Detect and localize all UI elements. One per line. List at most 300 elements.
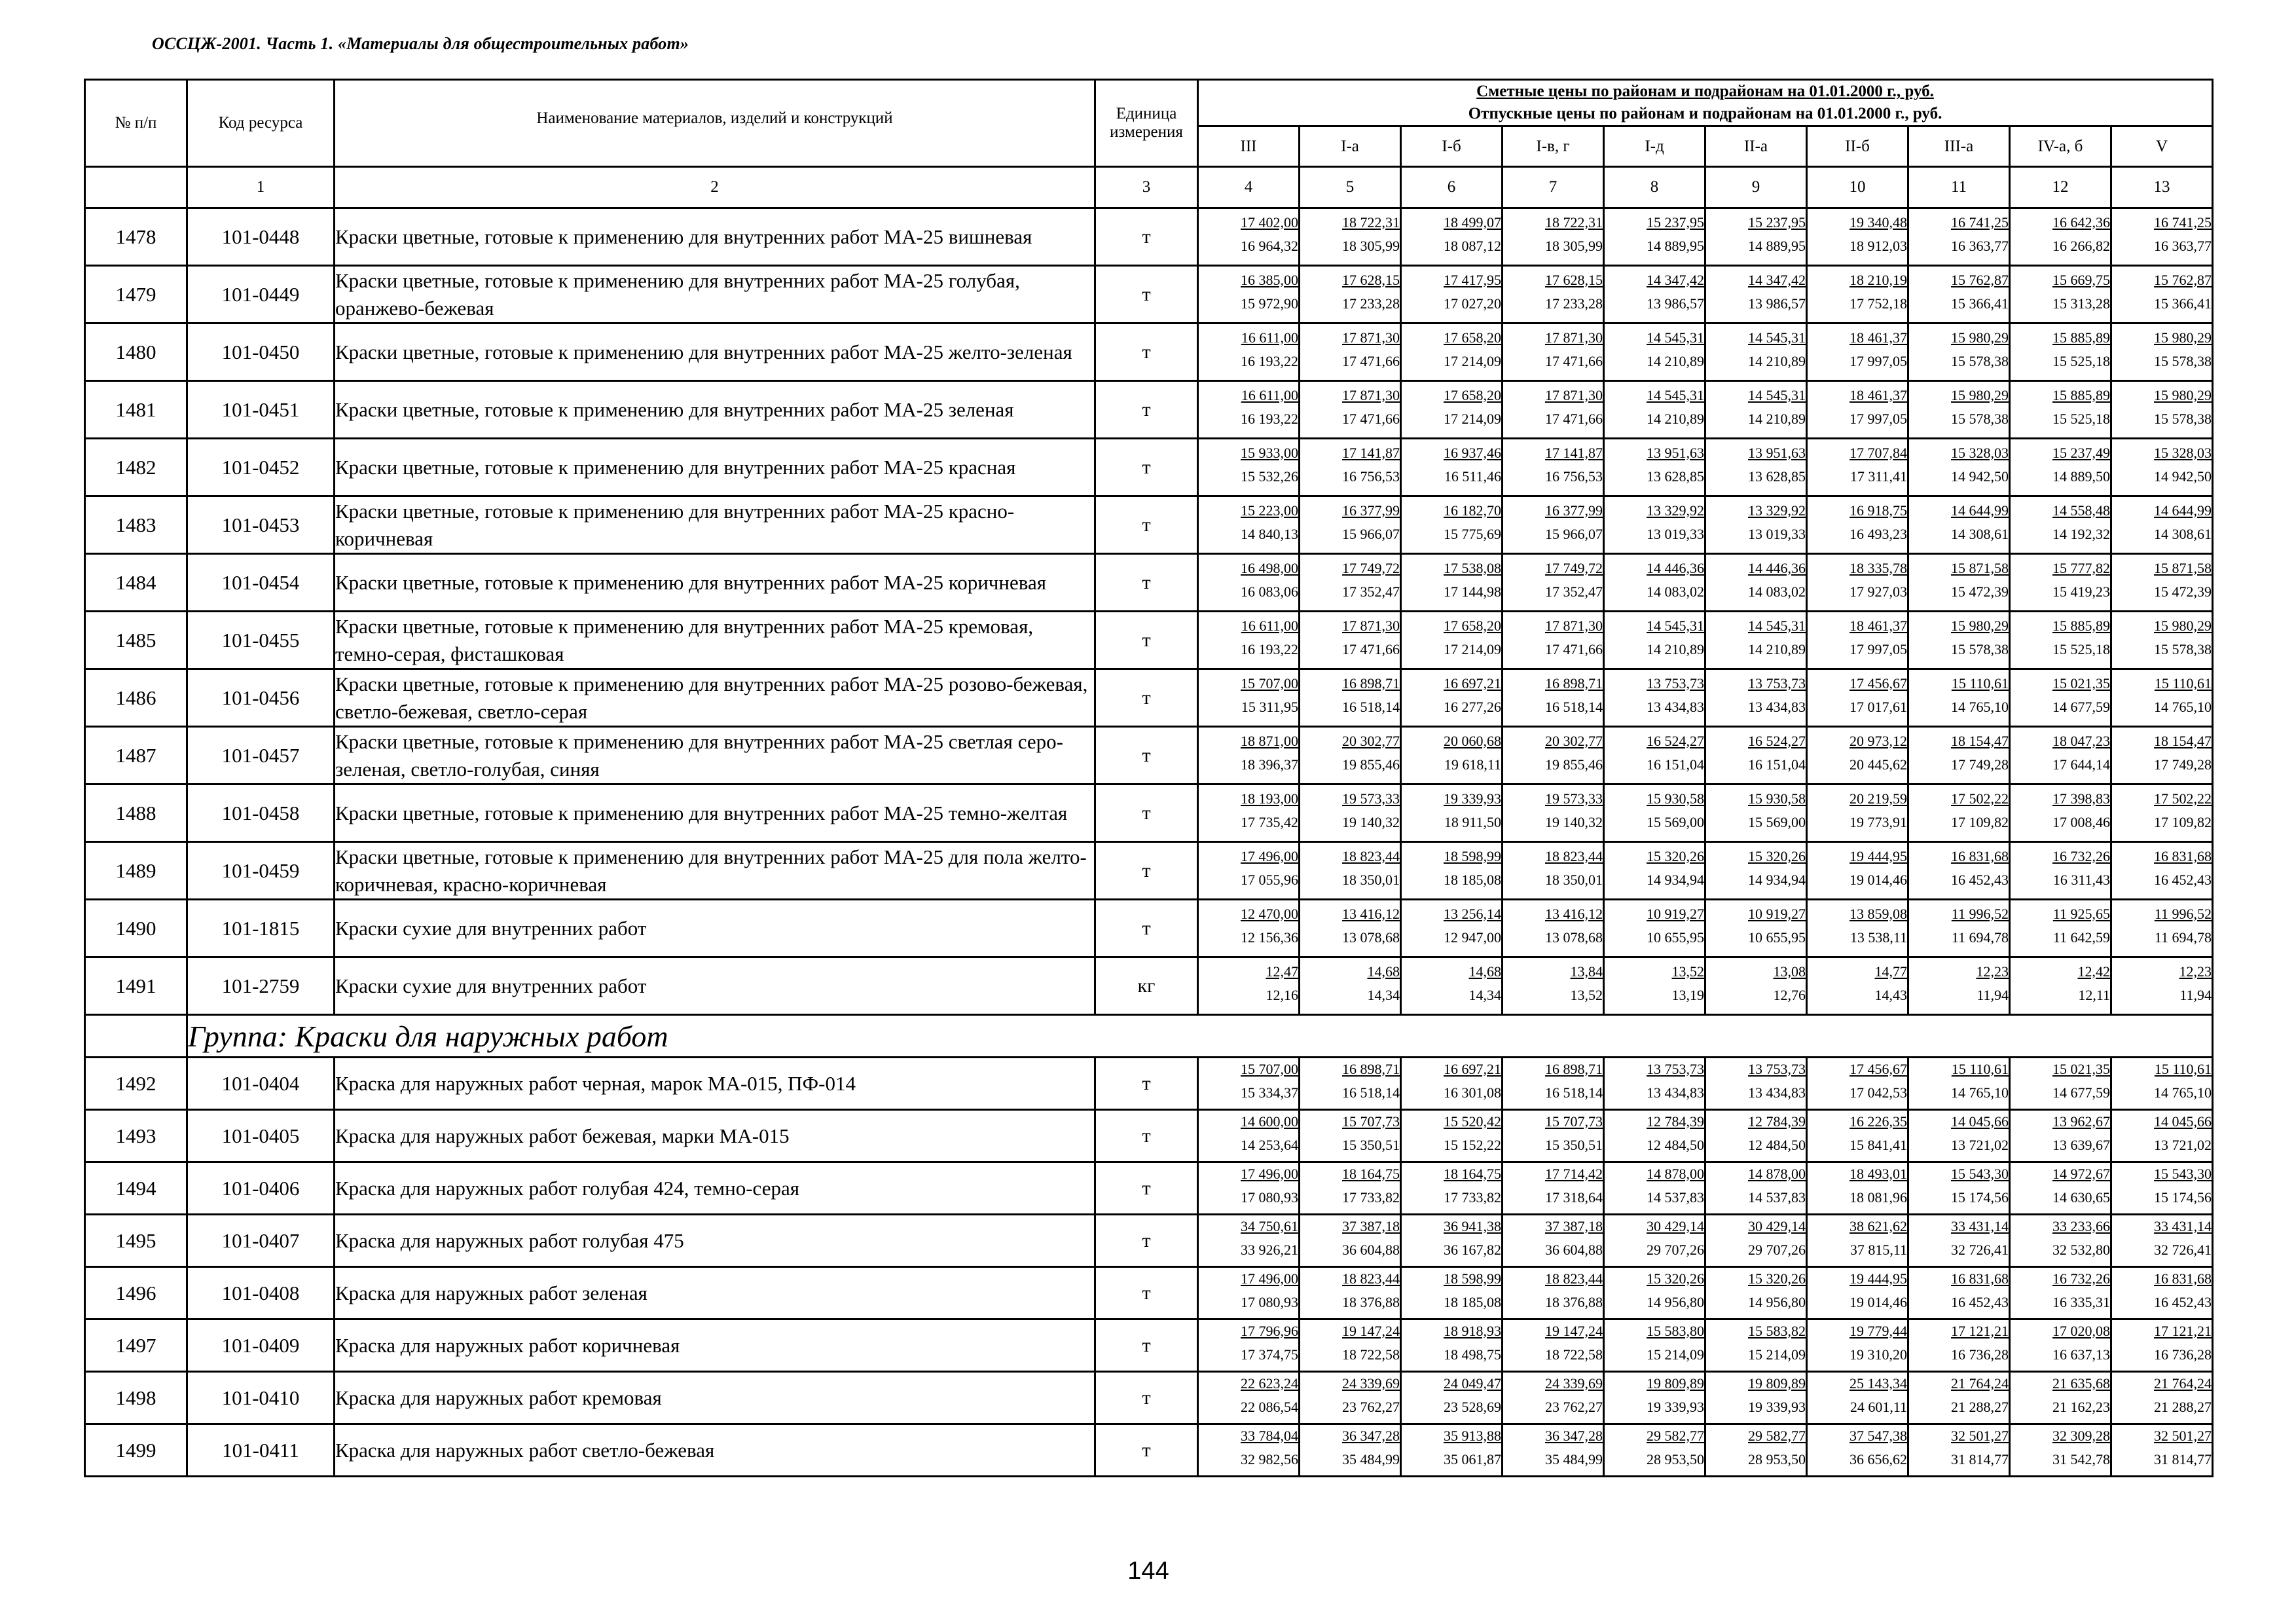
estimated-price: 17 796,96 — [1241, 1322, 1298, 1339]
price-cell — [1198, 1267, 1300, 1320]
row-number: 1498 — [85, 1372, 187, 1424]
wholesale-price: 16 756,53 — [1342, 468, 1400, 485]
price-cell — [1401, 1424, 1503, 1477]
resource-code: 101-0453 — [187, 496, 335, 554]
estimated-price: 20 302,77 — [1545, 732, 1603, 749]
price-cell — [2111, 900, 2213, 957]
wholesale-price: 17 752,18 — [1850, 295, 1907, 312]
estimated-price: 36 941,38 — [1444, 1217, 1501, 1234]
column-number-cell: 2 — [335, 167, 1095, 208]
wholesale-price: 13 721,02 — [2154, 1136, 2212, 1153]
wholesale-price: 14 765,10 — [2154, 698, 2212, 715]
estimated-price: 15 110,61 — [2154, 674, 2212, 692]
wholesale-price: 33 926,21 — [1241, 1241, 1298, 1258]
wholesale-price: 15 174,56 — [1951, 1189, 2009, 1206]
column-number-cell: 8 — [1604, 167, 1705, 208]
resource-code: 101-0451 — [187, 381, 335, 439]
price-cell — [1807, 612, 1908, 669]
wholesale-price: 18 305,99 — [1545, 237, 1603, 254]
price-cell — [1300, 784, 1401, 842]
estimated-price: 20 302,77 — [1342, 732, 1400, 749]
estimated-price: 17 456,67 — [1850, 1060, 1907, 1077]
table-row — [85, 957, 2213, 1015]
row-number: 1493 — [85, 1110, 187, 1162]
column-number-cell: 1 — [187, 167, 335, 208]
wholesale-price: 17 144,98 — [1444, 583, 1501, 600]
estimated-price: 12,23 — [2179, 963, 2212, 980]
price-cell — [1503, 900, 1604, 957]
wholesale-price: 17 311,41 — [1850, 468, 1907, 485]
unit-of-measure: т — [1095, 323, 1198, 381]
estimated-price: 15 669,75 — [2052, 271, 2110, 288]
price-cell — [1807, 784, 1908, 842]
wholesale-price: 36 656,62 — [1850, 1450, 1907, 1467]
price-cell — [1705, 1162, 1807, 1215]
wholesale-price: 15 841,41 — [1850, 1136, 1907, 1153]
price-cell — [1908, 957, 2010, 1015]
column-number-cell: 10 — [1807, 167, 1908, 208]
estimated-price: 18 164,75 — [1342, 1165, 1400, 1182]
wholesale-price: 15 152,22 — [1444, 1136, 1501, 1153]
wholesale-price: 19 140,32 — [1342, 813, 1400, 830]
price-cell — [2111, 1424, 2213, 1477]
price-cell — [1300, 727, 1401, 784]
price-cell — [1705, 957, 1807, 1015]
price-header-estimated: Сметные цены по районам и подрайонам на 01.01.2000 г., руб. — [1476, 83, 1934, 100]
price-cell — [1300, 669, 1401, 727]
resource-code: 101-0405 — [187, 1110, 335, 1162]
wholesale-price: 15 472,39 — [1951, 583, 2009, 600]
group-section — [85, 1015, 2213, 1058]
table-row — [85, 612, 2213, 669]
wholesale-price: 12 484,50 — [1647, 1136, 1704, 1153]
wholesale-price: 11 694,78 — [2154, 929, 2212, 946]
estimated-price: 14 446,36 — [1748, 559, 1806, 576]
resource-code: 101-0459 — [187, 842, 335, 900]
estimated-price: 13 859,08 — [1850, 905, 1907, 922]
estimated-price: 15 110,61 — [1951, 1060, 2009, 1077]
resource-code: 101-0404 — [187, 1058, 335, 1110]
price-cell — [1503, 842, 1604, 900]
wholesale-price: 18 087,12 — [1444, 237, 1501, 254]
group-empty-cell — [85, 1015, 187, 1058]
wholesale-price: 14 630,65 — [2052, 1189, 2110, 1206]
estimated-price: 17 121,21 — [1951, 1322, 2009, 1339]
price-cell — [1300, 612, 1401, 669]
wholesale-price: 18 376,88 — [1545, 1293, 1603, 1310]
material-name: Краска для наружных работ голубая 424, темно-серая — [335, 1162, 1095, 1215]
estimated-price: 16 898,71 — [1342, 1060, 1400, 1077]
wholesale-price: 14 210,89 — [1748, 352, 1806, 369]
wholesale-price: 22 086,54 — [1241, 1398, 1298, 1415]
estimated-price: 18 164,75 — [1444, 1165, 1501, 1182]
column-number-cell: 5 — [1300, 167, 1401, 208]
price-cell — [1503, 727, 1604, 784]
estimated-price: 13 753,73 — [1647, 1060, 1704, 1077]
price-cell — [1705, 1058, 1807, 1110]
wholesale-price: 14 889,50 — [2052, 468, 2110, 485]
price-cell — [1705, 208, 1807, 266]
estimated-price: 14 446,36 — [1647, 559, 1704, 576]
wholesale-price: 13 434,83 — [1647, 1084, 1704, 1101]
price-cell — [2010, 208, 2111, 266]
price-cell — [1908, 1424, 2010, 1477]
wholesale-price: 14 210,89 — [1647, 410, 1704, 427]
estimated-price: 32 501,27 — [2154, 1427, 2212, 1444]
estimated-price: 18 499,07 — [1444, 213, 1501, 231]
table-row — [85, 1162, 2213, 1215]
column-number-cell: 3 — [1095, 167, 1198, 208]
estimated-price: 15 871,58 — [2154, 559, 2212, 576]
estimated-price: 17 658,20 — [1444, 386, 1501, 403]
table-row — [85, 266, 2213, 323]
estimated-price: 16 697,21 — [1444, 1060, 1501, 1077]
price-cell — [1807, 323, 1908, 381]
estimated-price: 18 823,44 — [1342, 1270, 1400, 1287]
price-cell — [1604, 1162, 1705, 1215]
region-header-cell: III-а — [1908, 126, 2010, 167]
price-cell — [1705, 381, 1807, 439]
estimated-price: 16 498,00 — [1241, 559, 1298, 576]
price-cell — [1908, 1267, 2010, 1320]
estimated-price: 14 045,66 — [2154, 1113, 2212, 1130]
wholesale-price: 15 525,18 — [2052, 410, 2110, 427]
estimated-price: 15 328,03 — [2154, 444, 2212, 461]
wholesale-price: 13 434,83 — [1647, 698, 1704, 715]
estimated-price: 36 347,28 — [1545, 1427, 1603, 1444]
estimated-price: 37 387,18 — [1342, 1217, 1400, 1234]
wholesale-price: 15 214,09 — [1748, 1346, 1806, 1363]
estimated-price: 15 237,49 — [2052, 444, 2110, 461]
wholesale-price: 14 210,89 — [1647, 352, 1704, 369]
estimated-price: 15 885,89 — [2052, 617, 2110, 634]
estimated-price: 12 784,39 — [1748, 1113, 1806, 1130]
column-number-cell: 11 — [1908, 167, 2010, 208]
wholesale-price: 23 762,27 — [1545, 1398, 1603, 1415]
price-cell — [1807, 957, 1908, 1015]
wholesale-price: 15 578,38 — [1951, 410, 2009, 427]
wholesale-price: 17 927,03 — [1850, 583, 1907, 600]
estimated-price: 18 047,23 — [2052, 732, 2110, 749]
estimated-price: 15 762,87 — [1951, 271, 2009, 288]
table-row — [85, 1058, 2213, 1110]
estimated-price: 19 147,24 — [1342, 1322, 1400, 1339]
estimated-price: 16 611,00 — [1241, 617, 1298, 634]
wholesale-price: 17 749,28 — [2154, 756, 2212, 773]
estimated-price: 17 714,42 — [1545, 1165, 1603, 1182]
estimated-price: 13 753,73 — [1748, 674, 1806, 692]
wholesale-price: 17 233,28 — [1545, 295, 1603, 312]
wholesale-price: 16 736,28 — [2154, 1346, 2212, 1363]
wholesale-price: 17 214,09 — [1444, 640, 1501, 657]
price-cell — [1705, 1215, 1807, 1267]
price-cell — [1604, 727, 1705, 784]
wholesale-price: 15 366,41 — [1951, 295, 2009, 312]
row-number: 1482 — [85, 439, 187, 496]
unit-of-measure: т — [1095, 900, 1198, 957]
estimated-price: 14 545,31 — [1647, 386, 1704, 403]
material-name: Краски цветные, готовые к применению для внутренних работ МА-25 желто-зеленая — [335, 323, 1095, 381]
estimated-price: 13 962,67 — [2052, 1113, 2110, 1130]
resource-code: 101-1815 — [187, 900, 335, 957]
estimated-price: 24 339,69 — [1342, 1375, 1400, 1392]
estimated-price: 33 431,14 — [1951, 1217, 2009, 1234]
price-cell — [1198, 208, 1300, 266]
estimated-price: 20 973,12 — [1850, 732, 1907, 749]
wholesale-price: 15 532,26 — [1241, 468, 1298, 485]
price-cell — [1503, 554, 1604, 612]
estimated-price: 12,42 — [2077, 963, 2110, 980]
wholesale-price: 18 185,08 — [1444, 1293, 1501, 1310]
wholesale-price: 13 434,83 — [1748, 1084, 1806, 1101]
wholesale-price: 15 334,37 — [1241, 1084, 1298, 1101]
wholesale-price: 15 569,00 — [1748, 813, 1806, 830]
wholesale-price: 13 538,11 — [1850, 929, 1907, 946]
wholesale-price: 16 518,14 — [1342, 1084, 1400, 1101]
estimated-price: 13 951,63 — [1647, 444, 1704, 461]
estimated-price: 16 918,75 — [1850, 502, 1907, 519]
resource-code: 101-0406 — [187, 1162, 335, 1215]
wholesale-price: 21 288,27 — [2154, 1398, 2212, 1415]
wholesale-price: 32 726,41 — [1951, 1241, 2009, 1258]
wholesale-price: 15 350,51 — [1545, 1136, 1603, 1153]
wholesale-price: 14 765,10 — [2154, 1084, 2212, 1101]
price-cell — [1198, 957, 1300, 1015]
price-cell — [1198, 1320, 1300, 1372]
wholesale-price: 17 644,14 — [2052, 756, 2110, 773]
price-cell — [2010, 1058, 2111, 1110]
column-number-cell: 9 — [1705, 167, 1807, 208]
price-cell — [1604, 496, 1705, 554]
row-number: 1490 — [85, 900, 187, 957]
estimated-price: 33 784,04 — [1241, 1427, 1298, 1444]
wholesale-price: 13 721,02 — [1951, 1136, 2009, 1153]
column-number-cell: 7 — [1503, 167, 1604, 208]
estimated-price: 15 223,00 — [1241, 502, 1298, 519]
wholesale-price: 14 083,02 — [1647, 583, 1704, 600]
wholesale-price: 17 109,82 — [1951, 813, 2009, 830]
wholesale-price: 12 156,36 — [1241, 929, 1298, 946]
price-cell — [2010, 669, 2111, 727]
wholesale-price: 16 363,77 — [1951, 237, 2009, 254]
wholesale-price: 15 350,51 — [1342, 1136, 1400, 1153]
estimated-price: 15 320,26 — [1647, 1270, 1704, 1287]
price-cell — [1908, 323, 2010, 381]
estimated-price: 17 020,08 — [2052, 1322, 2110, 1339]
estimated-price: 18 461,37 — [1850, 386, 1907, 403]
price-cell — [1908, 439, 2010, 496]
price-cell — [1401, 381, 1503, 439]
price-cell — [1604, 612, 1705, 669]
price-cell — [1807, 1320, 1908, 1372]
resource-code: 101-0450 — [187, 323, 335, 381]
estimated-price: 18 722,31 — [1342, 213, 1400, 231]
price-cell — [1705, 323, 1807, 381]
price-cell — [1198, 266, 1300, 323]
price-cell — [2111, 669, 2213, 727]
price-cell — [1503, 1110, 1604, 1162]
estimated-price: 13,52 — [1671, 963, 1704, 980]
estimated-price: 14 558,48 — [2052, 502, 2110, 519]
price-cell — [1705, 784, 1807, 842]
price-cell — [2111, 612, 2213, 669]
row-number: 1483 — [85, 496, 187, 554]
material-name: Краска для наружных работ коричневая — [335, 1320, 1095, 1372]
estimated-price: 15 933,00 — [1241, 444, 1298, 461]
estimated-price: 17 502,22 — [2154, 790, 2212, 807]
estimated-price: 18 823,44 — [1545, 847, 1603, 864]
price-cell — [1908, 496, 2010, 554]
table-row — [85, 496, 2213, 554]
wholesale-price: 18 376,88 — [1342, 1293, 1400, 1310]
wholesale-price: 17 214,09 — [1444, 352, 1501, 369]
material-name: Краски сухие для внутренних работ — [335, 900, 1095, 957]
wholesale-price: 17 352,47 — [1342, 583, 1400, 600]
wholesale-price: 12,76 — [1773, 986, 1806, 1003]
table-row — [85, 1372, 2213, 1424]
wholesale-price: 14,34 — [1468, 986, 1501, 1003]
wholesale-price: 13,52 — [1570, 986, 1603, 1003]
material-name: Краски цветные, готовые к применению для внутренних работ МА-25 темно-желтая — [335, 784, 1095, 842]
table-body-external — [85, 1058, 2213, 1477]
wholesale-price: 15 366,41 — [2154, 295, 2212, 312]
estimated-price: 15 237,95 — [1647, 213, 1704, 231]
resource-code: 101-0407 — [187, 1215, 335, 1267]
estimated-price: 17 628,15 — [1342, 271, 1400, 288]
unit-of-measure: т — [1095, 381, 1198, 439]
wholesale-price: 15 525,18 — [2052, 640, 2110, 657]
wholesale-price: 36 604,88 — [1342, 1241, 1400, 1258]
region-header-cell: III — [1198, 126, 1300, 167]
wholesale-price: 13 986,57 — [1647, 295, 1704, 312]
price-cell — [1503, 669, 1604, 727]
price-cell — [1807, 1162, 1908, 1215]
estimated-price: 17 628,15 — [1545, 271, 1603, 288]
price-cell — [1503, 208, 1604, 266]
wholesale-price: 18 305,99 — [1342, 237, 1400, 254]
wholesale-price: 14 537,83 — [1748, 1189, 1806, 1206]
wholesale-price: 16 193,22 — [1241, 410, 1298, 427]
price-cell — [2111, 1110, 2213, 1162]
price-cell — [1198, 1110, 1300, 1162]
wholesale-price: 23 528,69 — [1444, 1398, 1501, 1415]
price-cell — [2111, 266, 2213, 323]
unit-of-measure: т — [1095, 784, 1198, 842]
estimated-price: 17 456,67 — [1850, 674, 1907, 692]
estimated-price: 10 919,27 — [1748, 905, 1806, 922]
table-row — [85, 208, 2213, 266]
table-row — [85, 1424, 2213, 1477]
table-row — [85, 784, 2213, 842]
estimated-price: 15 543,30 — [1951, 1165, 2009, 1182]
header-row-top — [85, 80, 2213, 126]
wholesale-price: 23 762,27 — [1342, 1398, 1400, 1415]
wholesale-price: 24 601,11 — [1850, 1398, 1907, 1415]
wholesale-price: 16 151,04 — [1647, 756, 1704, 773]
wholesale-price: 17 318,64 — [1545, 1189, 1603, 1206]
estimated-price: 18 598,99 — [1444, 1270, 1501, 1287]
estimated-price: 15 583,82 — [1748, 1322, 1806, 1339]
material-name: Краски цветные, готовые к применению для внутренних работ МА-25 зеленая — [335, 381, 1095, 439]
wholesale-price: 19 618,11 — [1444, 756, 1501, 773]
estimated-price: 18 722,31 — [1545, 213, 1603, 231]
price-cell — [1198, 1424, 1300, 1477]
unit-of-measure: т — [1095, 1162, 1198, 1215]
estimated-price: 17 121,21 — [2154, 1322, 2212, 1339]
price-cell — [1503, 323, 1604, 381]
price-cell — [1705, 900, 1807, 957]
row-number: 1497 — [85, 1320, 187, 1372]
wholesale-price: 21 288,27 — [1951, 1398, 2009, 1415]
wholesale-price: 14 253,64 — [1241, 1136, 1298, 1153]
estimated-price: 14 045,66 — [1951, 1113, 2009, 1130]
wholesale-price: 36 604,88 — [1545, 1241, 1603, 1258]
estimated-price: 15 021,35 — [2052, 1060, 2110, 1077]
row-number: 1491 — [85, 957, 187, 1015]
price-cell — [1503, 439, 1604, 496]
estimated-price: 16 898,71 — [1545, 1060, 1603, 1077]
price-cell — [1604, 784, 1705, 842]
estimated-price: 16 831,68 — [2154, 847, 2212, 864]
estimated-price: 18 461,37 — [1850, 617, 1907, 634]
wholesale-price: 13 078,68 — [1342, 929, 1400, 946]
estimated-price: 14 545,31 — [1748, 617, 1806, 634]
estimated-price: 17 417,95 — [1444, 271, 1501, 288]
price-cell — [1807, 496, 1908, 554]
wholesale-price: 15 578,38 — [2154, 640, 2212, 657]
table-row — [85, 323, 2213, 381]
estimated-price: 17 749,72 — [1545, 559, 1603, 576]
region-header-cell: II-а — [1705, 126, 1807, 167]
estimated-price: 15 980,29 — [1951, 386, 2009, 403]
estimated-price: 17 871,30 — [1342, 617, 1400, 634]
price-cell — [1198, 1162, 1300, 1215]
estimated-price: 18 335,78 — [1850, 559, 1907, 576]
estimated-price: 14 878,00 — [1647, 1165, 1704, 1182]
estimated-price: 34 750,61 — [1241, 1217, 1298, 1234]
table-row — [85, 900, 2213, 957]
price-cell — [1908, 208, 2010, 266]
resource-code: 101-2759 — [187, 957, 335, 1015]
estimated-price: 14,68 — [1367, 963, 1400, 980]
estimated-price: 14 545,31 — [1748, 329, 1806, 346]
estimated-price: 13 753,73 — [1647, 674, 1704, 692]
price-cell — [2010, 554, 2111, 612]
wholesale-price: 14 765,10 — [1951, 698, 2009, 715]
price-cell — [1604, 208, 1705, 266]
price-cell — [2010, 1267, 2111, 1320]
wholesale-price: 16 193,22 — [1241, 352, 1298, 369]
price-cell — [1807, 1372, 1908, 1424]
row-number: 1484 — [85, 554, 187, 612]
estimated-price: 18 210,19 — [1850, 271, 1907, 288]
resource-code: 101-0448 — [187, 208, 335, 266]
price-cell — [2010, 323, 2111, 381]
column-number-cell: 13 — [2111, 167, 2213, 208]
price-cell — [2111, 784, 2213, 842]
wholesale-price: 11,94 — [1977, 986, 2009, 1003]
unit-of-measure: т — [1095, 554, 1198, 612]
estimated-price: 15 543,30 — [2154, 1165, 2212, 1182]
wholesale-price: 16 518,14 — [1545, 1084, 1603, 1101]
estimated-price: 17 496,00 — [1241, 847, 1298, 864]
price-cell — [1503, 784, 1604, 842]
wholesale-price: 15 578,38 — [1951, 352, 2009, 369]
region-header-cell: I-д — [1604, 126, 1705, 167]
price-cell — [1300, 1320, 1401, 1372]
wholesale-price: 14 677,59 — [2052, 1084, 2110, 1101]
column-number-cell: 4 — [1198, 167, 1300, 208]
